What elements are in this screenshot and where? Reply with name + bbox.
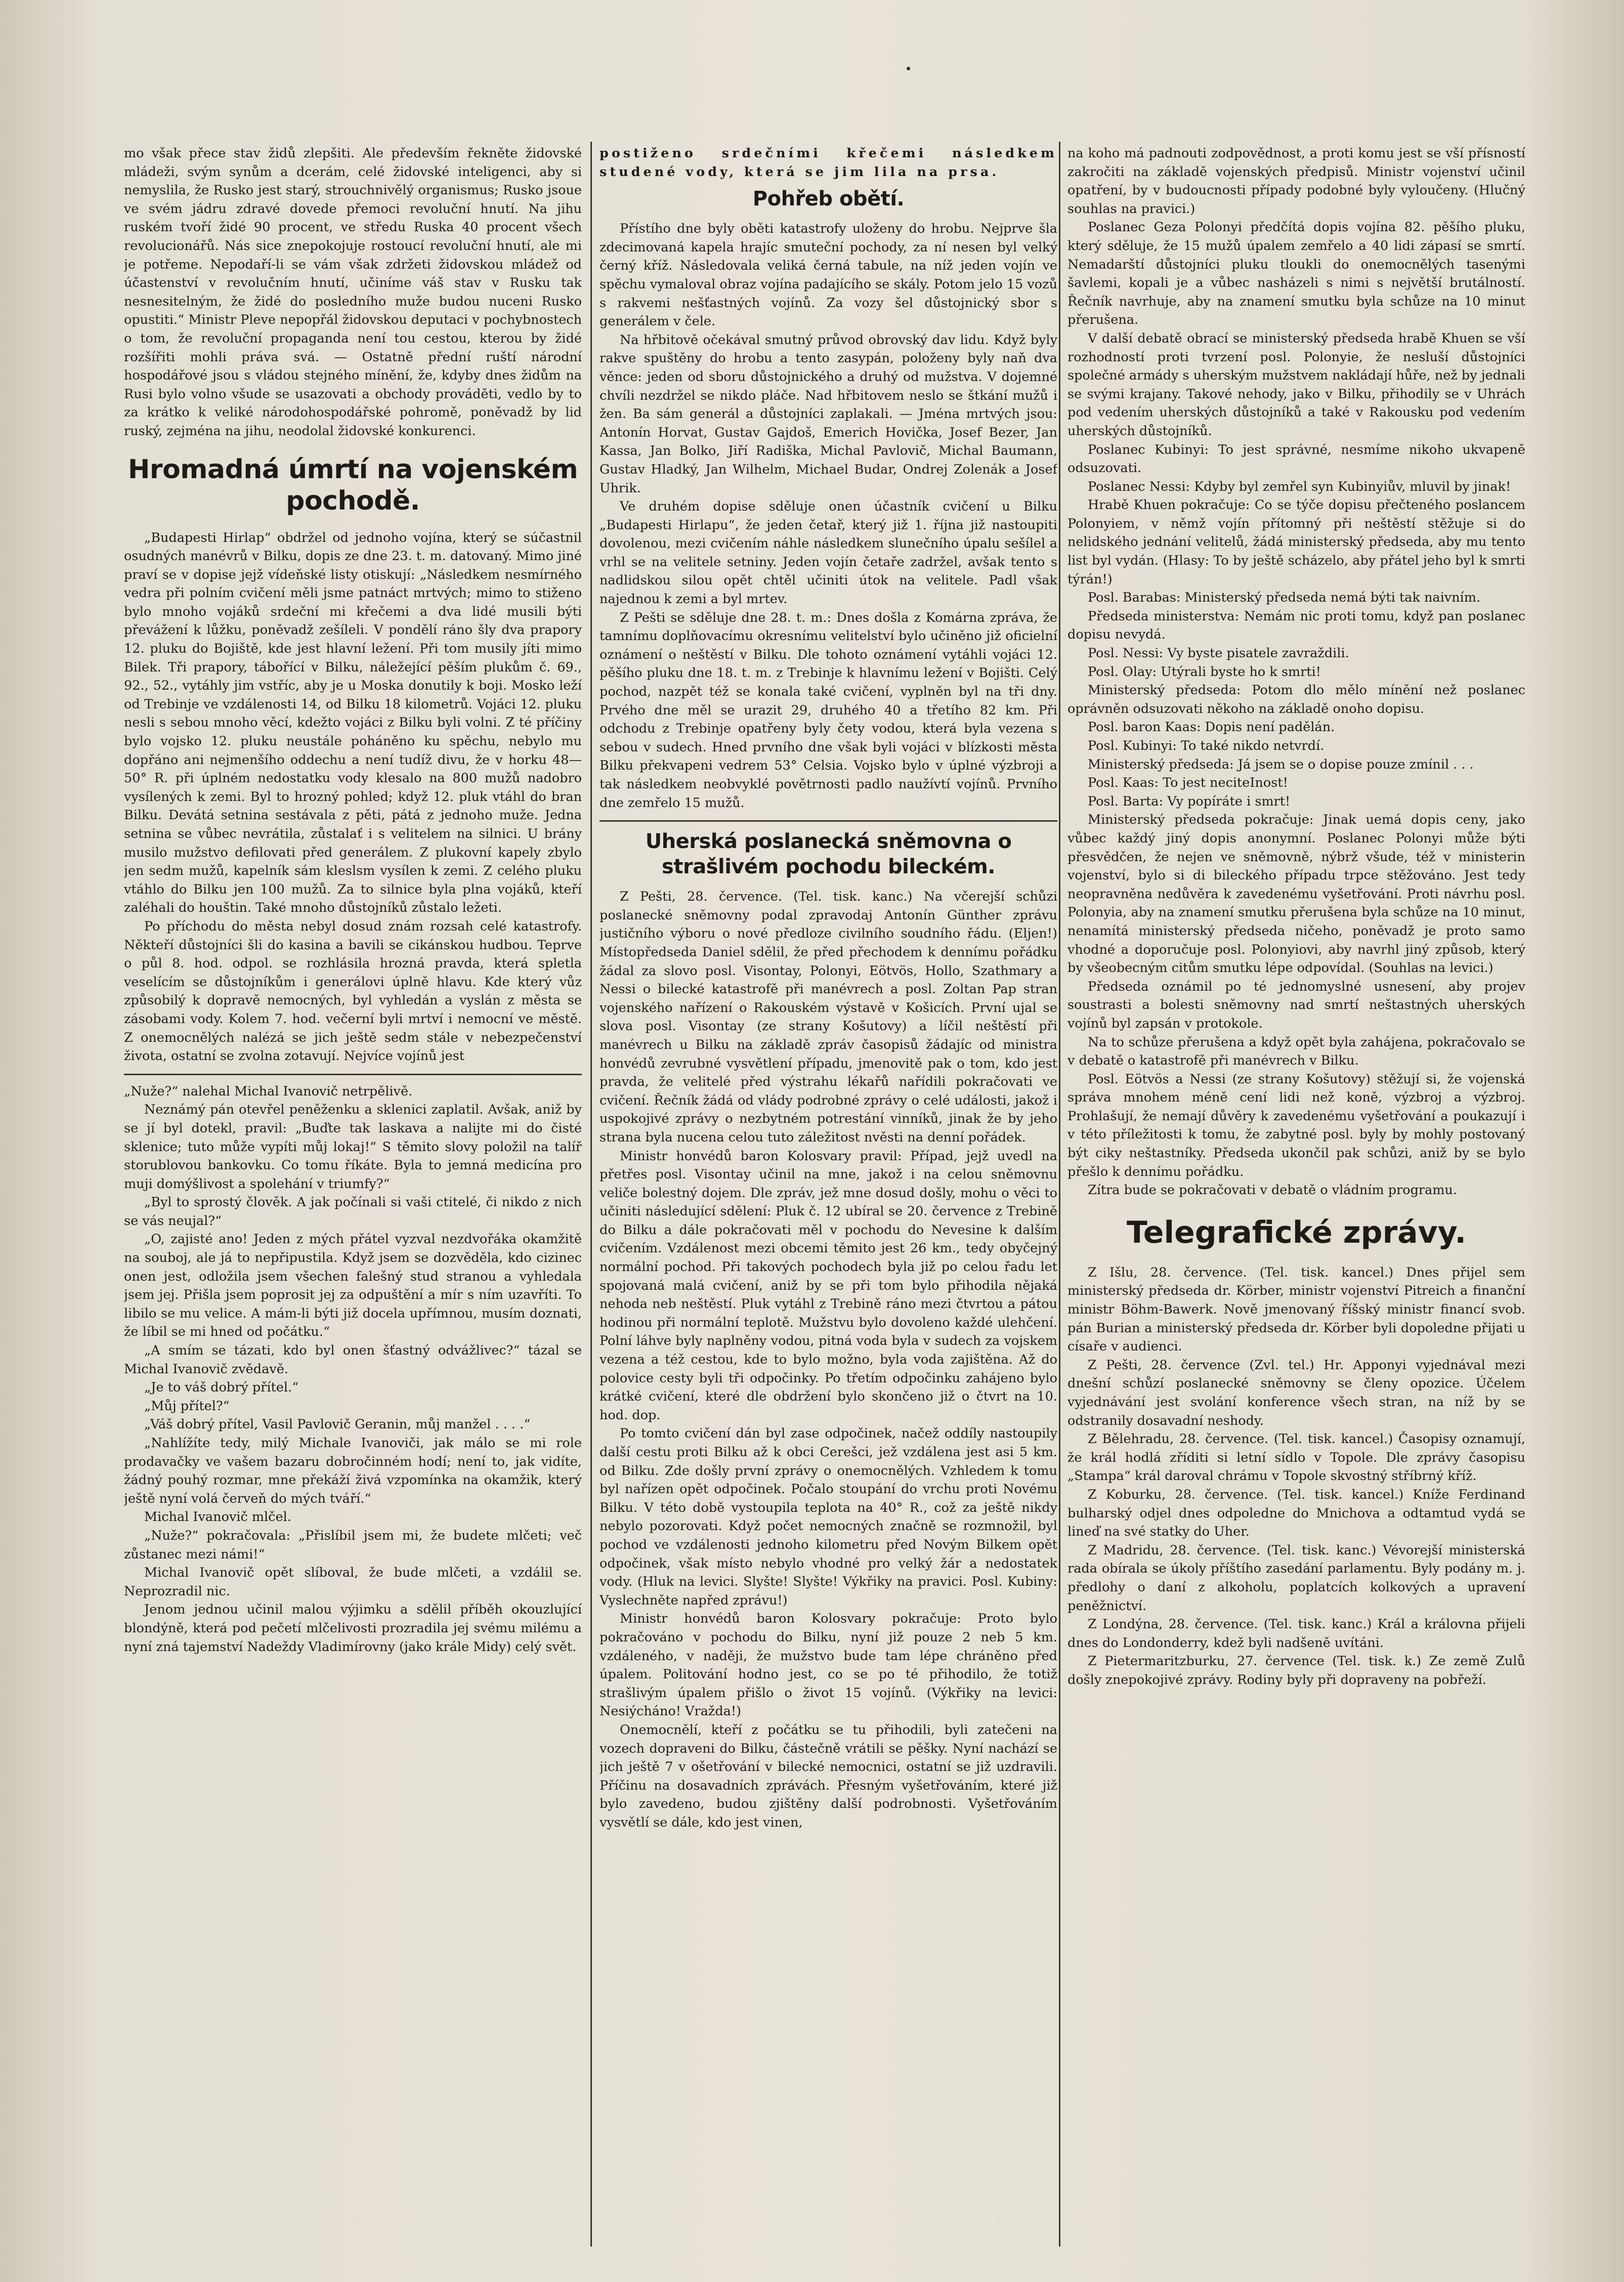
article-paragraph: Posl. Barta: Vy popíráte i smrt!: [1088, 793, 1291, 809]
column-middle: [600, 144, 1057, 2244]
article-paragraph: Ministr honvédů baron Kolosvary pokračuje: Proto bylo pokračováno v pochodu do Bilku, nyní již pouze 2 neb 5 km. vzdáleného, v naději, že mužstvo bude tam lépe chráněno před úpalem. Politování hodno jest, co se po té přihodilo, že totiž strašlivým úpalem přišlo o život 15 vojínů. (Výkřiky na levici: Nesiýcháno! Vražda!): [600, 1611, 1057, 1719]
column-divider: [1059, 142, 1060, 2247]
telegram-item: Z Londýna, 28. července. (Tel. tisk. kanc.) Král a královna přijeli dnes do Londonderry, kdež byli nadšeně uvítáni.: [1067, 1617, 1525, 1651]
article-paragraph: Na hřbitově očekával smutný průvod obrovský dav lidu. Když byly rakve spuštěny do hrobu a tento zasypán, položeny byly naň dva věnce: jeden od sboru důstojnického a druhý od mužstva. V dojemné chvíli nezdržel se nikdo pláče. Nad hřbitovem neslo se štkání mužů i žen. Ba sám generál a důstojníci zaplakali. — Jména mrtvých jsou: Antonín Horvat, Gustav Gajdoš, Emerich Hovička, Josef Bezer, Jan Kassa, Jan Bolko, Jiří Radiška, Michal Pavlovič, Michal Baumann, Gustav Hladký, Jan Wilhelm, Michael Budar, Ondrej Zolenák a Josef Uhrik.: [600, 332, 1057, 496]
article-paragraph: Ministr honvédů baron Kolosvary pravil: Případ, jejž uvedl na přetřes posl. Visontay učinil na mne, jakož i na celou sněmovnu veliče bolestný dojem. Dle zpráv, jež mne dosud došly, mohu o věci to učiniti následující sdělení: Pluk č. 12 ubíral se 20. července z Trebině do Bilku a dále pokračovati měl v pochodu do Nevesine k dalším cvičením. Vzdálenost mezi obcemi těmito jest 26 km., tedy obyčejný normální pochod. Při takových pochodech byla již po celou řadu let spojovaná malá cvičení, aniž by se při tom bylo přihodila nějaká nehoda neb neštěstí. Pluk vytáhl z Trebině ráno mezi čtvrtou a pátou hodinou při normální teplotě. Mužstvu bylo dovoleno každé ulehčení. Polní láhve byly naplněny vodou, pitná voda byla v sudech za vojskem vezena a též cestou, kde to bylo možno, byla voda zajištěna. Až do polovice cesty byli tři odpočinky. Po třetím odpočinku zahájeno bylo krátké cvičení, které dle obdržení bylo skončeno již o čtvrt na 10. hod. dop.: [600, 1148, 1057, 1423]
article-paragraph: Předseda ministerstva: Nemám nic proti tomu, když pan poslanec dopisu nevydá.: [1067, 608, 1525, 643]
article-paragraph: Posl. Olay: Utýrali byste ho k smrti!: [1088, 664, 1321, 680]
story-paragraph: Michal Ivanovič mlčel.: [144, 1509, 291, 1525]
article-paragraph: Ministerský předseda: Potom dlo mělo mínění než poslanec oprávněn odsuzovati někoho na základě onoho dopisu.: [1067, 683, 1525, 716]
article-paragraph: Po tomto cvičení dán byl zase odpočinek, načež oddíly nastoupily další cestu proti Bilku až k obci Cerešci, jež vzdálena jest asi 5 km. od Bilku. Zde došly první zprávy o onemocnělých. Vzhledem k tomu byl nařízen opět odpočinek. Počalo stoupání do vrchu proti Novému Bilku. V této době vystoupila teplota na 40° R., což za ještě nikdy nebylo pozorovati. Když počet nemocných značně se rozmnožil, byl pochod ve vzdálenosti jednoho kilometru před Novým Bilkem opět odpočinek, však místo nebylo vhodné pro velký žár a nedostatek vody. (Hluk na levici. Slyšte! Slyšte! Výkřiky na pravici. Posl. Kubiny: Vyslechněte napřed zprávu!): [600, 1426, 1057, 1608]
article-paragraph: V další debatě obrací se ministerský předseda hrabě Khuen se vší rozhodností proti tvrzení posl. Polonyie, že nesluší důstojníci společné armády s uherským mužstvem nakládají hůře, než by jednali se svými krajany. Takové nehody, jako v Bilku, přihodily se v Uhrách pod vedením uherských důstojníků a také v Rakousku pod vedením uherských důstojníků.: [1067, 330, 1525, 439]
ink-speck: [907, 67, 910, 70]
article-paragraph: Poslanec Geza Polonyi předčítá dopis vojína 82. pěšího pluku, který sděluje, že 15 mužů úpalem zemřelo a 40 lidi zápasí se smrtí. Nemadarští důstojníci pluku tloukli do onemocnělých tasenými šavlemi, kopali je a vůbec nasházeli s nimi s největší brutálností. Řečník navrhuje, aby na znamení smutku byla schůze na 10 minut přerušena.: [1067, 220, 1525, 328]
article-paragraph: Posl. Nessi: Vy byste pisatele zavraždili.: [1088, 646, 1349, 661]
article-paragraph: Posl. Kubinyi: To také nikdo netvrdí.: [1088, 738, 1324, 753]
article-paragraph: Ve druhém dopise sděluje onen účastník cvičení u Bilku „Budapesti Hirlapu“, že jeden četař, který již 1. října již nastoupiti dovolenou, mezi cvičením náhle následkem slunečního úpalu sešílel a vrhl se na velitele setniny. Jeden vojín četaře zadržel, avšak tento s nadlidskou silou opět chtěl učiniti útok na velitele. Padl však najednou k zemi a byl mrtev.: [600, 499, 1057, 607]
story-paragraph: Michal Ivanovič opět slíboval, že bude mlčeti, a vzdálil se. Neprozradil nic.: [124, 1565, 582, 1599]
story-paragraph: „Nuže?“ nalehal Michal Ivanovič netrpělivě.: [124, 1083, 413, 1099]
article-continuation: mo však přece stav židů zlepšiti. Ale především řekněte židovské mládeži, svým synům a dcerám, celé židovské inteligenci, aby si nemyslila, že Rusko jest starý, strouchnivělý organismus; Rusko jsoue ve svém jádru zdravé dovede přemoci revoluční hnutí. Na jihu ruském tvoří židé 90 procent, ve středu Ruska 40 procent všech revolucionářů. Nás sice znepokojuje rostoucí revoluční hnutí, ale mi je potřeme. Nepodaří-li se vám však zdržeti židovskou mládež od účastenství v revolučním hnutí, učiníme váš stav v Rusku tak nesnesitelným, že židé do posledního muže budou nuceni Rusko opustiti.“ Ministr Pleve nepopřál židovskou deputaci v pochybnostech o tom, že revoluční propaganda není tou cestou, kterou by židé rozšířiti mohli práva svá. — Ostatně přední ruští národní hospodářové jsou s vládou stejného mínění, že, kdyby dnes židům na Rusi bylo volno všude se usazovati a obchody prováděti, vedlo by to za krátko k veliké národohospodářské pohromě, poněvadž by lid ruský, zejména na jihu, neodolal židovské konkurenci.: [124, 146, 582, 439]
column-right: [1067, 144, 1525, 2244]
story-paragraph: „O, zajisté ano! Jeden z mých přátel vyzval nezdvořáka okamžitě na souboj, ale já to nepřipustila. Když jsem se dozvěděla, kdo cizinec onen jest, odložila jsem všechen falešný stud stranou a vyhledala jsem jej. Přišla jsem poprosit jej za odpuštění a mír s ním uzavříti. To libilo se mu velice. A mám-li býti již docela upřímnou, musím doznati, že líbil se mi hned od počátku.“: [124, 1232, 582, 1340]
telegram-item: Z Pešti, 28. července (Zvl. tel.) Hr. Apponyi vyjednával mezi dnešní schůzí poslanecké sněmovny se členy opozice. Účelem vyjednávání jest svolání konference všech stran, na níž by se odstranily dosavadní neshody.: [1067, 1357, 1525, 1428]
subheadline: Pohřeb obětí.: [752, 187, 905, 211]
article-paragraph: Onemocnělí, kteří z počátku se tu přihodili, byli zatečeni na vozech dopraveni do Bilku, částečně vrátili se pěšky. Nyní nachází se jich ještě 7 v ošetřování v bilecké nemocnici, ostatní se již uzdravili. Příčinu na dosavadních zprávách. Přesným vyšetřováním, které již bylo zavedeno, budou zjištěny další podrobnosti. Vyšetřováním vysvětlí se dále, kdo jest vinen,: [600, 1722, 1057, 1830]
story-paragraph: „Je to váš dobrý přítel.“: [144, 1380, 299, 1396]
article-paragraph: Ministerský předseda pokračuje: Jinak uemá dopis ceny, jako vůbec každý jiný dopis anonymní. Poslanec Polonyi může býti přesvědčen, že nejen ve sněmovně, nýbrž všude, též v ministerin vojenství, bylo si di bileckého případu trpce stěžováno. Jest tedy neopravněna nedůvěra k zavedenému vyšetřování. Proti návrhu posl. Polonyia, aby na znamení smutku přerušena byla schůze na 10 minut, nenamítá ministerský předseda ničeho, poněvadž je proto samo vhodné a doporučuje posl. Polonyiovi, aby navrhl jiný způsob, který by všeobecným citům smutku lépe odpovídal. (Souhlas na levici.): [1067, 812, 1525, 976]
article-paragraph: Z Pešti se sděluje dne 28. t. m.: Dnes došla z Komárna zpráva, že tamnímu doplňovacímu okresnímu velitelství bylo učiněno již oficielní oznámení o neštěstí v Bilku. Dle tohoto oznámení vytáhli vojáci 12. pěšího pluku dne 18. t. m. z Trebinje k hlavnímu ležení v Bojišti. Celý pochod, nazpět též se konala také cvičení, vyplněn byl na tři dny. Prvého dne měl se urazit 29, druhého 40 a třetího 82 km. Při odchodu z Trebinje opatřeny byly čety vodou, která byla vezena s sebou v sudech. Hned prvního dne však byli vojáci v blízkosti města Bilku překvapeni vedrem 53° Celsia. Vojsko bylo v úplné výzbroji a tak následkem neobvyklé povětrnosti padlo naužívtí vojínů. Prvního dne zemřelo 15 mužů.: [600, 610, 1057, 811]
story-paragraph: „Byl to sprostý člověk. A jak počínali si vaši ctitelé, či nikdo z nich se vás neujal?“: [124, 1195, 582, 1229]
story-paragraph: „Váš dobrý přítel, Vasil Pavlovič Geranin, můj manžel . . . .“: [144, 1417, 531, 1432]
article-paragraph: Posl. Kaas: To jest neciteInost!: [1088, 775, 1288, 791]
story-paragraph: Neznámý pán otevřel peněženku a sklenici zaplatil. Avšak, aniž by se jí byl dotekl, pravil: „Buďte tak laskava a nalijte mi do čisté sklenice; tuto může vypíti můj lokaj!“ S těmito slovy položil na talíř storublovou bankovku. Co tomu říkáte. Byla to jemná medicína pro muji domýšlivost a spolehání v triumfy?“: [124, 1102, 582, 1192]
article-paragraph: Posl. Barabas: Ministerský předseda nemá býti tak naivním.: [1088, 590, 1481, 606]
article-paragraph: Zítra bude se pokračovati v debatě o vládním programu.: [1088, 1182, 1458, 1198]
article-paragraph: Na to schůze přerušena a když opět byla zahájena, pokračovalo se v debatě o katastrofě při manévrech v Bilku.: [1067, 1034, 1525, 1069]
article-paragraph: Poslanec Nessi: Kdyby byl zemřel syn Kubinyiův, mluvil by jinak!: [1088, 479, 1511, 494]
article-paragraph: Posl. baron Kaas: Dopis není padělán.: [1088, 720, 1335, 735]
telegram-item: Z Madridu, 28. července. (Tel. tisk. kanc.) Vévorejší ministerská rada obírala se úkoly příštího zasedání parlamentu. Byly podány m. j. předlohy o daní z alkoholu, poplatcích kolkových a upravení peněžnictví.: [1067, 1542, 1525, 1614]
telegram-item: Z Bělehradu, 28. července. (Tel. tisk. kancel.) Časopisy oznamují, že král hodlá zříditi si letní sídlo v Topole. Dle zprávy časopisu „Stampa“ král daroval chrámu v Topole skvostný stříbrný kříž.: [1067, 1431, 1525, 1484]
article-paragraph: Přístího dne byly oběti katastrofy uloženy do hrobu. Nejprve šla zdecimovaná kapela hrajíc smuteční pochody, za ní nesen byl velký černý kříž. Následovala veliká černá tabule, na níž jeden vojín ve spěchu vymaloval obraz vojína padajícího se skály. Potom jelo 15 vozů s rakvemi nešťastných vojínů. Za vozy šel důstojnický sbor s generálem v čele.: [600, 221, 1057, 329]
column-divider: [590, 142, 592, 2247]
article-paragraph: Ministerský předseda: Já jsem se o dopise pouze zmínil . . .: [1088, 756, 1474, 772]
story-paragraph: „Můj přítel?“: [144, 1398, 230, 1414]
story-paragraph: „A smím se tázati, kdo byl onen šťastný odvážlivec?“ tázal se Michal Ivanovič zvědavě.: [124, 1343, 582, 1377]
story-paragraph: Jenom jednou učinil malou výjimku a sdělil příběh okouzlující blondýně, která pod pečetí mlčelivosti prozradila jej svému milému a nyní zná tajemství Nadeždy Vladimírovny (jako krále Midy) celý svět.: [124, 1602, 582, 1655]
story-paragraph: „Nahlížíte tedy, milý Michale Ivanoviči, jak málo se mi role prodavačky ve vašem bazaru dobročinném hodí; není to, jak vidíte, žádný pouhý rozmar, mne překáží živá vzpomínka na okamžik, který ještě nyní volá červeň do mých tváří.“: [124, 1435, 582, 1506]
article-paragraph: „Budapesti Hirlap“ obdržel od jednoho vojína, který se súčastnil osudných manévrů v Bilku, dopis ze dne 23. t. m. datovaný. Mimo jiné praví se v dopise jejž vídeňské listy otiskují: „Následkem nesmírného vedra při polním cvičení měli jsme patnáct mrtvých; mimo to stiženo bylo mnoho vojáků srdeční mi křečemi a dva lidé musili býti převážení k lůžku, poněvadž zešíleli. V pondělí ráno šly dva prapory 12. pluku do Bojiště, kde jest hlavní ležení. Při tom musily jíti mimo Bilek. Tři prapory, tábořící v Bilku, náležející pěším plukům č. 69., 92., 52., vytáhly jim vstříc, aby je u Moska donutily k boji. Mosko leží od Trebinje ve vzdálenosti 14, od Bilku 18 kilometrů. Vojáci 12. pluku nesli s sebou mnoho věcí, kdežto vojáci z Bilku byli volni. Z té příčiny bylo vojsko 12. pluku neustále poháněno ku spěchu, nebylo mu dopřáno ani nejmenšího oddechu a není tudíž divu, že v horku 48—50° R. při úplném nedostatku vody klesalo na 800 mužů nadobro vysílených k zemi. Byl to hrozný pohled; když 12. pluk vtáhl do bran Bilku. Devátá setnina sestávala z pěti, pátá z jednoho muže. Jedna setnina se vůbec nevrátila, zůstalať i s velitelem na silnici. U brány musilo mužstvo defilovati před generálem. Z plukovní kapely zbylo jen sedm mužů, kapelník sám kleslsm vysílen k zemi. Z celého pluku vtáhlo do Bilku jen 100 mužů. Za to silnice byla plna vojáků, kteří zaléhali do houštin. Také mnoho důstojníků zůstalo ležeti.: [124, 530, 582, 916]
article-paragraph: Po příchodu do města nebyl dosud znám rozsah celé katastrofy. Někteří důstojníci šli do kasina a bavili se cikánskou hudbou. Teprve o půl 8. hod. odpol. se rozhlásila hrozná pravda, která spletla veselícím se důstojníkům i generálovi úplně hlavu. Kde který vůz způsobilý k dopravě nemocných, byl vyhledán a vyslán z města se zásobami vody. Kolem 7. hod. večerní byli mrtví i nemocní ve městě. Z onemocnělých nalézá se jich ještě sedm stále v nebezpečenství života, ostatní se zvolna zotavují. Nejvíce vojínů jest: [124, 918, 582, 1064]
article-continuation: na koho má padnouti zodpovědnost, a proti komu jest se vší přísností zakročiti na základě vojenských předpisů. Ministr vojenství učinil opatření, by v budoucnosti případy podobné byly vyloučeny. (Hlučný souhlas na pravici.): [1067, 146, 1525, 217]
story-paragraph: „Nuže?“ pokračovala: „Přislíbil jsem mi, že budete mlčeti; več zůstanec mezi námi!“: [124, 1528, 582, 1562]
article-paragraph: Posl. Eötvös a Nessi (ze strany Košutovy) stěžují si, že vojenská správa mnohem méně cení lidi než koně, výzbroj a výzbroj. Prohlašují, že nemají důvěry k zavedenému vyšetřování a poukazují i v této příležitosti k tomu, že zabytné posl. byly by mohly postovaný být ciky neštastníky. Předseda ukončil pak schůzi, aniž by se bylo přešlo k dennímu pořádku.: [1067, 1071, 1525, 1179]
article-paragraph: Z Pešti, 28. července. (Tel. tisk. kanc.) Na včerejší schůzi poslanecké sněmovny podal zpravodaj Antonín Günther zprávu justičního výboru o nové předloze civilního soudního řádu. (Eljen!) Místopředseda Daniel sdělil, že před přechodem k dennímu pořádku žádal za slovo posl. Visontay, Polonyi, Eötvös, Hollo, Szathmary a Nessi o bilecké katastrofě při manévrech a posl. Zoltan Pap stran vojenského nařízení o Rakouském výstavě v Košicích. První ujal se slova posl. Visontay (ze strany Košutovy) a líčil neštěstí při manévrech u Bilku na základě zpráv časopisů žádajíc od ministra honvédů zevrubné vysvětlení případu, jmenovitě pak o tom, kdo jest pravda, že velitelé před výstrahu lékařů nařídili pokračovati ve cvičení. Řečník žádá od vlády podrobné zprávy o celé události, jakož i uspokojivé zprávy o nezbytném potrestání vinníků, jinak že by jeho strana byla nucena celou tuto záležitost nvěsti na denní pořádek.: [600, 889, 1057, 1145]
column-left: [124, 144, 582, 2244]
section-rule: [124, 1074, 582, 1075]
telegram-item: Z Pietermaritzburku, 27. července (Tel. tisk. k.) Ze země Zulů došly znepokojivé zprávy. Rodiny byly při dopraveny na pobřeží.: [1067, 1654, 1525, 1687]
telegram-item: Z Koburku, 28. července. (Tel. tisk. kancel.) Kníže Ferdinand bulharský odjel dnes odpoledne do Mnichova a odtamtud vydá se lineď na své statky do Uher.: [1067, 1487, 1525, 1540]
article-paragraph: Poslanec Kubinyi: To jest správné, nesmíme nikoho ukvapeně odsuzovati.: [1067, 442, 1525, 476]
section-headline: Telegrafické zprávy.: [1126, 1214, 1467, 1250]
article-headline: Uherská poslanecká sněmovna o strašlivém pochodu bileckém.: [645, 830, 1012, 879]
telegram-item: Z Išlu, 28. července. (Tel. tisk. kancel.) Dnes přijel sem ministerský předseda dr. Körber, ministr vojenství Pitreich a finanční ministr Böhm-Bawerk. Nově jmenovaný říšský ministr financí svob. pán Burian a ministerský předseda dr. Körber byli dopoledne přijati u císaře v audienci.: [1067, 1264, 1525, 1355]
article-headline: Hromadná úmrtí na vojenském pochodě.: [127, 454, 578, 516]
article-paragraph: Předseda oznámil po té jednomyslné usnesení, aby projev soustrasti a bolesti sněmovny nad smrtí neštastných uherských vojínů byl zapsán v protokole.: [1067, 979, 1525, 1031]
article-paragraph: Hrabě Khuen pokračuje: Co se týče dopisu přečteného poslancem Polonyiem, v němž vojín přítomný při neštěstí stěžuje si do nelidského jednání velitelů, žádá ministerský předseda, aby mu tento list byl vydán. (Hlasy: To by ještě scházelo, aby přátel jeho byl k smrti týrán!): [1067, 497, 1525, 587]
section-rule: [600, 820, 1057, 822]
article-continuation: postiženo srdečními křečemi následkem studené vody, která se jim lila na prsa.: [600, 146, 1057, 180]
